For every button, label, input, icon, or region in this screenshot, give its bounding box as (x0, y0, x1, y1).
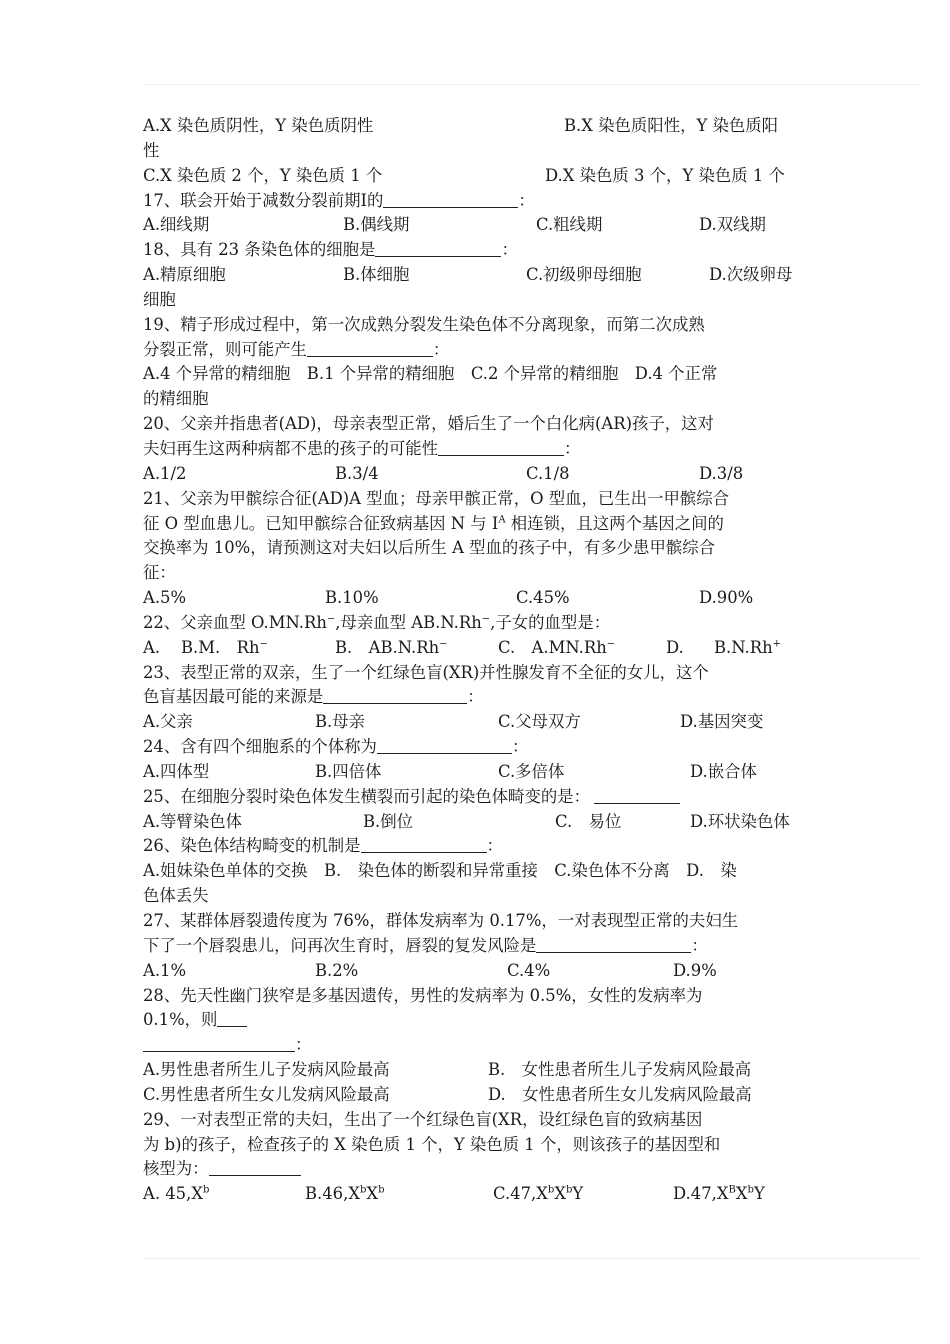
q20-end: ： (564, 438, 581, 458)
q20-line1 (143, 412, 807, 437)
q25-option-a: A.等臂染色体 (143, 811, 242, 831)
q22-option-b (181, 636, 268, 661)
q29-option-a (143, 1182, 209, 1207)
q27-option-d: D.9% (673, 960, 717, 980)
q22-sup2: − (481, 613, 491, 625)
q28-option-d: D. 女性患者所生女儿发病风险最高 (488, 1084, 752, 1104)
q22-text-a: 22、父亲血型 O.MN.Rh (143, 612, 327, 632)
q16-option-c: C.X 染色质 2 个，Y 染色质 1 个 (143, 165, 383, 185)
q29-option-d (673, 1182, 765, 1207)
q18-end: ： (501, 240, 518, 260)
q19-end: ： (432, 339, 450, 359)
q28-end: ： (295, 1035, 312, 1055)
q29-option-b (305, 1182, 384, 1207)
q23-line1 (143, 661, 807, 686)
q28-blank-2 (143, 1033, 295, 1052)
q26-options-text: A.姐妹染色单体的交换 B. 染色体的断裂和异常重接 C.染色体不分离 D. 染 (143, 861, 737, 881)
q28-blank-1 (217, 1008, 247, 1027)
q21-text-2a: 征 O 型血患儿。已知甲髌综合征致病基因 N 与 I (143, 513, 499, 533)
q22-option-c (335, 636, 448, 661)
q29-option-a-text: A. 45,X (143, 1184, 203, 1204)
q17-stem (143, 189, 807, 214)
q16-options-row1 (143, 114, 807, 139)
header-rule (143, 84, 920, 85)
q27-option-c: C.4% (507, 960, 551, 980)
q16-option-d: D.X 染色质 3 个，Y 染色质 1 个 (545, 165, 785, 185)
q27-blank (536, 934, 691, 953)
q24-text: 24、含有四个细胞系的个体称为 (143, 737, 377, 757)
q19-line1 (143, 313, 807, 338)
q20-text-2: 夫妇再生这两种病都不患的孩子的可能性 (143, 438, 439, 458)
q29-option-b-sup1: b (360, 1184, 367, 1196)
q29-option-c (493, 1182, 583, 1207)
q22-option-f (714, 636, 781, 661)
q29-option-b-text: B.46,X (305, 1184, 360, 1204)
q18-option-d-cont: 细胞 (143, 289, 176, 309)
q23-end: ： (467, 687, 484, 707)
q17-option-b: B.偶线期 (343, 215, 410, 235)
q23-option-d: D.基因突变 (680, 712, 764, 732)
q17-option-d: D.双线期 (699, 215, 766, 235)
q29-option-d-sup2: b (747, 1184, 754, 1196)
q25-blank (594, 785, 680, 804)
q28-line1 (143, 984, 807, 1009)
q26-end: ： (486, 836, 503, 856)
q19-text-2: 分裂正常，则可能产生 (143, 339, 307, 359)
q22-option-f-text: B.N.Rh (714, 637, 773, 657)
q24-stem (143, 735, 807, 760)
q21-sup: A (498, 514, 506, 526)
q21-line3 (143, 536, 807, 561)
q22-text-c: ,子女的血型是： (490, 612, 611, 632)
q22-option-c-sup: − (439, 638, 448, 650)
q19-options-text-2: 的精细胞 (143, 389, 209, 409)
q28-option-b: B. 女性患者所生儿子发病风险最高 (488, 1060, 752, 1080)
q19-line2 (143, 338, 807, 363)
q29-line2 (143, 1133, 807, 1158)
q25-option-c: C. 易位 (555, 811, 622, 831)
q29-option-c-sup1: b (547, 1184, 555, 1196)
q28-line2 (143, 1008, 807, 1033)
q21-option-d: D.90% (699, 588, 754, 608)
q29-text-1: 29、一对表型正常的夫妇，生出了一个红绿色盲(XR，设红绿色盲的致病基因 (143, 1109, 703, 1129)
q21-options (143, 586, 807, 611)
q20-line2 (143, 437, 807, 462)
q29-option-c-text2: X (554, 1184, 566, 1204)
q29-option-c-text3: Y (572, 1184, 584, 1204)
q23-option-b: B.母亲 (315, 712, 366, 732)
q21-text-2b: 相连锁，且这两个基因之间的 (505, 513, 724, 533)
q29-option-b-sup2: b (378, 1184, 385, 1196)
q22-option-e: D. (666, 637, 684, 657)
q22-text-b: ,母亲血型 AB.N.Rh (335, 612, 482, 632)
q20-text-1: 20、父亲并指患者(AD)，母亲表型正常，婚后生了一个白化病(AR)孩子，这对 (143, 414, 714, 434)
q22-stem (143, 611, 807, 636)
q28-line3 (143, 1033, 807, 1058)
q16-option-b: B.X 染色质阳性，Y 染色质阳 (564, 116, 779, 135)
q29-text-2: 为 b)的孩子，检查孩子的 X 染色质 1 个，Y 染色质 1 个，则该孩子的基因型和 (143, 1134, 721, 1154)
q20-blank (438, 437, 564, 456)
q25-options (143, 810, 807, 835)
q23-text-1: 23、表型正常的双亲，生了一个红绿色盲(XR)并性腺发育不全征的女儿，这个 (143, 662, 709, 682)
q20-options (143, 462, 807, 487)
q21-option-b: B.10% (325, 588, 379, 608)
q20-option-b: B.3/4 (335, 463, 379, 483)
q24-blank (377, 735, 512, 754)
q22-option-b-sup: − (259, 638, 268, 650)
q29-option-d-text3: Y (753, 1184, 765, 1204)
exam-page (143, 114, 807, 1207)
q18-option-d: D.次级卵母 (709, 265, 793, 285)
q22-option-c-text: B. AB.N.Rh (335, 637, 440, 657)
q18-option-c: C.初级卵母细胞 (526, 265, 642, 285)
q29-line1 (143, 1108, 807, 1133)
q25-option-d: D.环状染色体 (690, 811, 790, 831)
q19-blank (307, 338, 433, 357)
q26-options-cont (143, 884, 807, 909)
q24-options (143, 760, 807, 785)
q16-option-b-cont: 性 (143, 140, 160, 160)
q24-end: ： (511, 737, 529, 757)
q26-options-text-2: 色体丢失 (143, 886, 209, 906)
q29-option-c-text: C.47,X (493, 1184, 548, 1204)
q22-option-b-text: B.M. Rh (181, 637, 260, 657)
q28-text-1: 28、先天性幽门狭窄是多基因遗传，男性的发病率为 0.5%，女性的发病率为 (143, 985, 703, 1005)
q19-options-text: A.4 个异常的精细胞 B.1 个异常的精细胞 C.2 个异常的精细胞 D.4 个正常 (143, 364, 718, 384)
q21-text-1: 21、父亲为甲髌综合征(AD)A 型血；母亲甲髌正常，O 型血，已生出一甲髌综合 (143, 488, 730, 508)
q28-options-row2 (143, 1083, 807, 1108)
q25-stem (143, 785, 807, 810)
q22-sup1: − (326, 613, 336, 625)
q22-option-d-text: C. A.MN.Rh (498, 637, 607, 657)
q17-option-c: C.粗线期 (536, 215, 603, 235)
q21-line1 (143, 487, 807, 512)
q19-options-cont (143, 387, 807, 412)
q22-option-d-sup: − (606, 638, 616, 650)
q20-option-d: D.3/8 (699, 463, 744, 483)
q26-text: 26、染色体结构畸变的机制是 (143, 836, 361, 856)
q28-options-row1 (143, 1058, 807, 1083)
q29-option-d-text2: X (735, 1184, 748, 1204)
q29-line3 (143, 1157, 807, 1182)
q27-options (143, 959, 807, 984)
q21-option-a: A.5% (143, 588, 187, 608)
q22-option-d (498, 636, 615, 661)
q24-option-b: B.四倍体 (315, 761, 382, 781)
q16-option-a: A.X 染色质阴性，Y 染色质阴性 (143, 116, 374, 135)
q26-blank (361, 834, 487, 853)
q29-text-3: 核型为： (143, 1159, 209, 1179)
q17-text: 17、联会开始于减数分裂前期Ⅰ的 (143, 190, 384, 210)
q25-option-b: B.倒位 (363, 811, 414, 831)
q23-option-a: A.父亲 (143, 712, 193, 732)
q23-options (143, 710, 807, 735)
q29-option-c-sup2: b (565, 1184, 573, 1196)
q29-options (143, 1182, 807, 1207)
q18-option-a: A.精原细胞 (143, 265, 226, 285)
q18-stem (143, 238, 807, 263)
q29-option-d-text: D.47,X (673, 1184, 729, 1204)
q27-line2 (143, 934, 807, 959)
q27-end: ： (691, 935, 708, 955)
q16-options-row3 (143, 164, 807, 189)
q19-options (143, 362, 807, 387)
q18-options (143, 263, 807, 288)
q28-option-a: A.男性患者所生儿子发病风险最高 (143, 1060, 390, 1080)
q23-line2 (143, 685, 807, 710)
footer-rule (143, 1258, 920, 1259)
q17-options (143, 213, 807, 238)
q24-option-a: A.四体型 (143, 761, 210, 781)
q27-option-b: B.2% (315, 960, 359, 980)
q27-text-1: 27、某群体唇裂遗传度为 76%，群体发病率为 0.17%，一对表现型正常的夫妇生 (143, 911, 739, 930)
q18-option-b: B.体细胞 (343, 265, 410, 285)
q27-text-2: 下了一个唇裂患儿，问再次生育时，唇裂的复发风险是 (143, 935, 537, 955)
q23-blank (323, 685, 467, 704)
q17-end: ： (518, 190, 535, 210)
q21-line2 (143, 512, 807, 537)
q28-text-2: 0.1%，则 (143, 1010, 218, 1030)
q29-blank (209, 1157, 301, 1176)
q20-option-a: A.1/2 (143, 463, 187, 483)
q22-options (143, 636, 807, 661)
q29-option-a-sup: b (203, 1184, 210, 1196)
q28-option-c: C.男性患者所生女儿发病风险最高 (143, 1084, 390, 1104)
q27-option-a: A.1% (143, 960, 187, 980)
q26-stem (143, 834, 807, 859)
q27-line1 (143, 909, 807, 934)
q22-option-a: A. (143, 637, 161, 657)
q26-options (143, 859, 807, 884)
q19-text-1: 19、精子形成过程中，第一次成熟分裂发生染色体不分离现象，而第二次成熟 (143, 314, 705, 334)
q23-option-c: C.父母双方 (498, 712, 581, 732)
q21-line4 (143, 561, 807, 586)
q17-option-a: A.细线期 (143, 215, 210, 235)
q22-option-f-sup: + (772, 638, 782, 650)
q29-option-b-text2: X (366, 1184, 379, 1204)
q21-text-3: 交换率为 10%，请预测这对夫妇以后所生 A 型血的孩子中，有多少患甲髌综合 (143, 538, 716, 558)
q21-text-4: 征： (143, 563, 176, 583)
q16-options-row2 (143, 139, 807, 164)
q25-text: 25、在细胞分裂时染色体发生横裂而引起的染色体畸变的是： (143, 786, 591, 806)
q24-option-d: D.嵌合体 (690, 761, 757, 781)
q23-text-2: 色盲基因最可能的来源是 (143, 687, 324, 707)
q18-text: 18、具有 23 条染色体的细胞是 (143, 240, 376, 260)
q17-blank (383, 189, 518, 208)
q18-options-cont (143, 288, 807, 313)
q24-option-c: C.多倍体 (498, 761, 565, 781)
q18-blank (375, 238, 501, 257)
q20-option-c: C.1/8 (526, 463, 570, 483)
q29-option-d-sup1: B (728, 1184, 736, 1196)
q21-option-c: C.45% (516, 588, 570, 608)
